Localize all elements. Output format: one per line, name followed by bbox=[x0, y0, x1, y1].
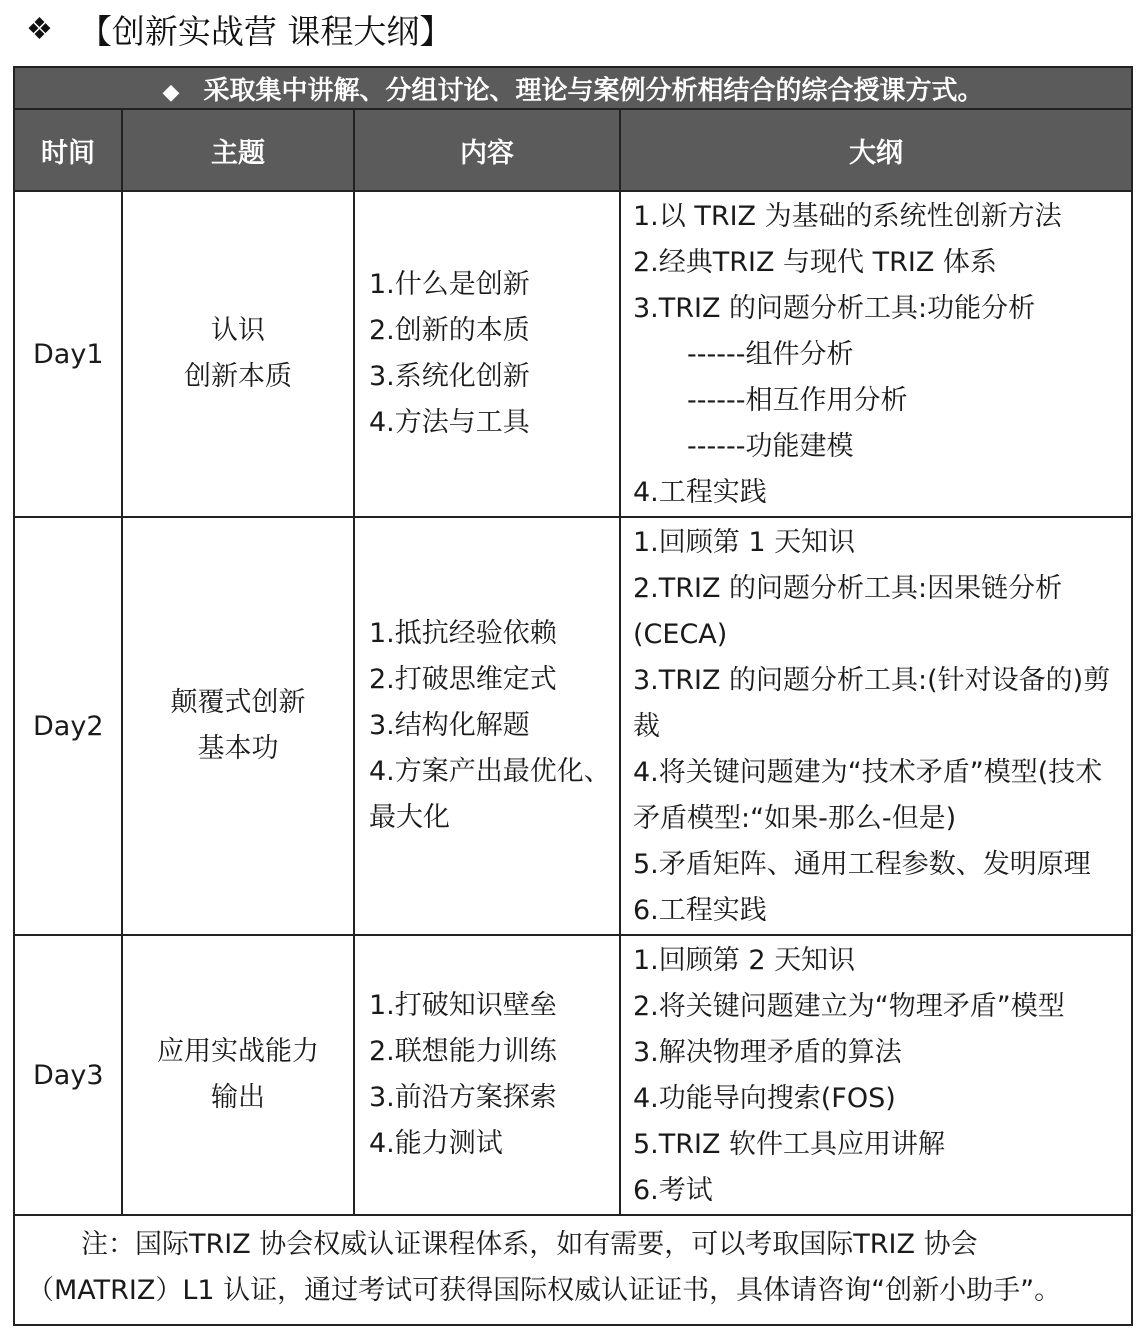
content-item: 4.方案产出最优化、最大化 bbox=[369, 756, 611, 833]
page-title bbox=[26, 4, 452, 54]
content-item: 1.什么是创新 bbox=[369, 269, 530, 300]
topic-line: 颠覆式创新 bbox=[170, 687, 306, 718]
teaching-method-text: 采取集中讲解、分组讨论、理论与案例分析相结合的综合授课方式。 bbox=[203, 75, 984, 106]
outline-item: 3.TRIZ 的问题分析工具:功能分析 bbox=[633, 293, 1036, 324]
diamond-cluster-icon: ❖ bbox=[26, 11, 53, 47]
content-item: 1.打破知识壁垒 bbox=[369, 990, 557, 1021]
day-label: Day3 bbox=[14, 935, 122, 1215]
teaching-method-banner bbox=[14, 67, 1132, 109]
outline-subitem: ------相互作用分析 bbox=[687, 385, 908, 416]
outline-item: 4.将关键问题建为“技术矛盾”模型(技术矛盾模型:“如果-那么-但是) bbox=[633, 757, 1103, 834]
outline-item: 2.经典TRIZ 与现代 TRIZ 体系 bbox=[633, 247, 997, 278]
outline-item: 5.矛盾矩阵、通用工程参数、发明原理 bbox=[633, 849, 1091, 880]
header-outline: 大纲 bbox=[620, 109, 1132, 191]
content-item: 1.抵抗经验依赖 bbox=[369, 618, 557, 649]
header-topic: 主题 bbox=[122, 109, 354, 191]
outline-item: 1.回顾第 1 天知识 bbox=[633, 527, 856, 558]
content-item: 2.联想能力训练 bbox=[369, 1036, 557, 1067]
table-row-day1 bbox=[14, 191, 1132, 517]
outline-item: 4.工程实践 bbox=[633, 477, 767, 508]
outline-subitem: ------组件分析 bbox=[687, 339, 854, 370]
content-cell bbox=[354, 517, 620, 935]
outline-item: 1.以 TRIZ 为基础的系统性创新方法 bbox=[633, 201, 1062, 232]
content-item: 2.创新的本质 bbox=[369, 315, 530, 346]
header-time: 时间 bbox=[14, 109, 122, 191]
content-item: 3.结构化解题 bbox=[369, 710, 530, 741]
diamond-icon: ◆ bbox=[162, 79, 180, 105]
topic-cell bbox=[122, 191, 354, 517]
outline-item: 6.考试 bbox=[633, 1175, 713, 1206]
content-item: 3.前沿方案探索 bbox=[369, 1082, 557, 1113]
outline-cell bbox=[620, 191, 1132, 517]
note-row bbox=[14, 1215, 1132, 1325]
outline-item: 5.TRIZ 软件工具应用讲解 bbox=[633, 1129, 946, 1160]
course-outline-table bbox=[13, 66, 1133, 1326]
table-row-day3 bbox=[14, 935, 1132, 1215]
outline-cell bbox=[620, 517, 1132, 935]
topic-cell bbox=[122, 935, 354, 1215]
topic-line: 创新本质 bbox=[184, 361, 292, 392]
content-cell bbox=[354, 191, 620, 517]
outline-item: 6.工程实践 bbox=[633, 895, 767, 926]
topic-cell bbox=[122, 517, 354, 935]
certification-note bbox=[14, 1215, 1132, 1325]
table-header-row bbox=[14, 109, 1132, 191]
topic-line: 应用实战能力 bbox=[157, 1036, 319, 1067]
content-item: 4.能力测试 bbox=[369, 1128, 503, 1159]
page-title-text: 【创新实战营 课程大纲】 bbox=[78, 11, 453, 51]
outline-item: 2.将关键问题建立为“物理矛盾”模型 bbox=[633, 991, 1065, 1022]
header-content: 内容 bbox=[354, 109, 620, 191]
day-label: Day1 bbox=[14, 191, 122, 517]
topic-line: 认识 bbox=[211, 315, 265, 346]
content-cell bbox=[354, 935, 620, 1215]
outline-item: 3.TRIZ 的问题分析工具:(针对设备的)剪裁 bbox=[633, 665, 1111, 742]
content-item: 4.方法与工具 bbox=[369, 407, 530, 438]
outline-item: 1.回顾第 2 天知识 bbox=[633, 945, 856, 976]
outline-item: 3.解决物理矛盾的算法 bbox=[633, 1037, 902, 1068]
outline-cell bbox=[620, 935, 1132, 1215]
outline-item: 4.功能导向搜索(FOS) bbox=[633, 1083, 896, 1114]
day-label: Day2 bbox=[14, 517, 122, 935]
topic-line: 输出 bbox=[211, 1082, 265, 1113]
outline-item: 2.TRIZ 的问题分析工具:因果链分析(CECA) bbox=[633, 573, 1063, 650]
content-item: 3.系统化创新 bbox=[369, 361, 530, 392]
note-text: 注：国际TRIZ 协会权威认证课程体系，如有需要，可以考取国际TRIZ 协会（MATRIZ）L1 认证，通过考试可获得国际权威认证证书，具体请咨询“创新小助手”。 bbox=[27, 1229, 1062, 1306]
topic-line: 基本功 bbox=[197, 733, 279, 764]
content-item: 2.打破思维定式 bbox=[369, 664, 557, 695]
table-row-day2 bbox=[14, 517, 1132, 935]
outline-subitem: ------功能建模 bbox=[687, 431, 854, 462]
